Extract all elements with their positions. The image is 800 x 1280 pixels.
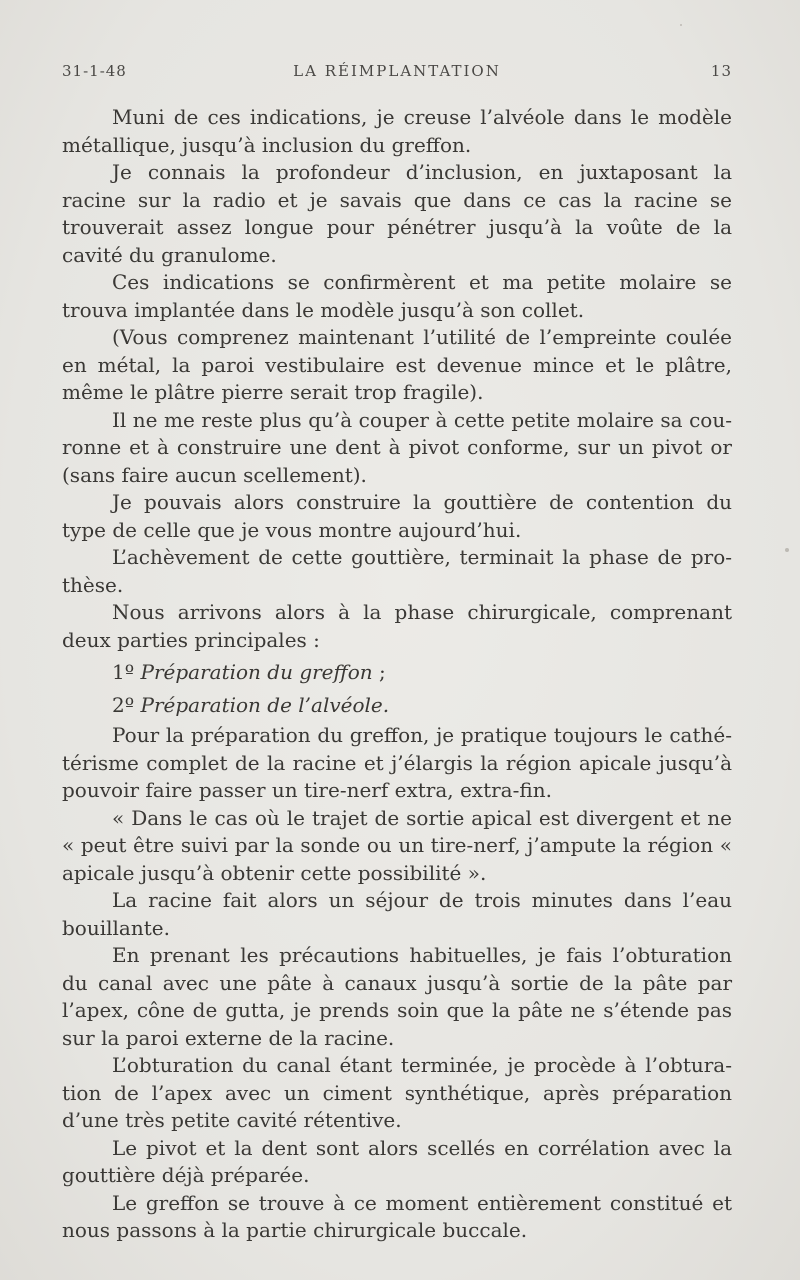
body-text [62, 104, 732, 1245]
paper-speck [785, 548, 789, 552]
list-number: 2º [112, 692, 135, 717]
page-number: 13 [710, 62, 732, 80]
paragraph: Le greffon se trouve à ce moment entièrement constitué et nous passons à la partie chirurgicale buccale. [62, 1190, 732, 1242]
list-text: Préparation de l’alvéole. [140, 692, 390, 717]
paragraph: En prenant les précautions habituelles, je fais l’obturation du canal avec une pâte à canaux jusqu’à sortie de la pâte par l’apex, cône de gutta, je prends soin que la pâte ne s’étende pas sur la paroi externe de la racine. [62, 943, 732, 1050]
list-suffix: ; [372, 660, 386, 684]
paragraph: (Vous comprenez maintenant l’utilité de l’empreinte coulée en métal, la paroi vestibulaire est devenue mince et le plâtre, même le plâtre pierre serait trop fragile). [62, 325, 732, 404]
running-head [62, 62, 732, 86]
paragraph: Il ne me reste plus qu’à couper à cette petite molaire sa couronne et à construire une dent à pivot conforme, sur un pivot or (sans faire aucun scellement). [62, 407, 732, 487]
paragraph: Ces indications se confirmèrent et ma petite molaire se trouva implantée dans le modèle jusqu’à son collet. [62, 270, 732, 322]
list-item [62, 692, 732, 720]
paragraph: Nous arrivons alors à la phase chirurgicale, comprenant deux parties principales : [62, 600, 732, 652]
paragraph: Pour la préparation du greffon, je pratique toujours le cathétérisme complet de la racine et j’élargis la région apicale jusqu’à pouvoir faire passer un tire-nerf extra, extra-fin. [62, 723, 732, 802]
chapter-title: LA RÉIMPLANTATION [293, 62, 501, 80]
paragraph: Je connais la profondeur d’inclusion, en juxtaposant la racine sur la radio et je savais que dans ce cas la racine se trouverait assez longue pour pénétrer jusqu’à la voûte de la cavité du granulome. [62, 160, 732, 267]
quoted-paragraph: « Dans le cas où le trajet de sortie apical est divergent et ne « peut être suivi par la sonde ou un tire-nerf, j’ampute la région « apicale jusqu’à obtenir cette possibilité ». [62, 805, 732, 885]
paper-speck [680, 24, 682, 26]
print-code: 31-1-48 [62, 62, 127, 80]
list-number: 1º [112, 660, 135, 684]
paragraph: Je pouvais alors construire la gouttière de contention du type de celle que je vous montre aujourd’hui. [62, 490, 732, 542]
paragraph: Le pivot et la dent sont alors scellés en corrélation avec la gouttière déjà préparée. [62, 1135, 732, 1187]
paragraph: L’obturation du canal étant terminée, je procède à l’obturation de l’apex avec un ciment synthétique, après préparation d’une très petite cavité rétentive. [62, 1053, 732, 1132]
paragraph: La racine fait alors un séjour de trois minutes dans l’eau bouillante. [62, 888, 732, 940]
list-text: Préparation du greffon [140, 660, 373, 684]
list-item [62, 659, 732, 687]
paragraph: Muni de ces indications, je creuse l’alvéole dans le modèle métallique, jusqu’à inclusion du greffon. [62, 105, 732, 157]
paragraph: L’achèvement de cette gouttière, terminait la phase de prothèse. [62, 545, 732, 597]
